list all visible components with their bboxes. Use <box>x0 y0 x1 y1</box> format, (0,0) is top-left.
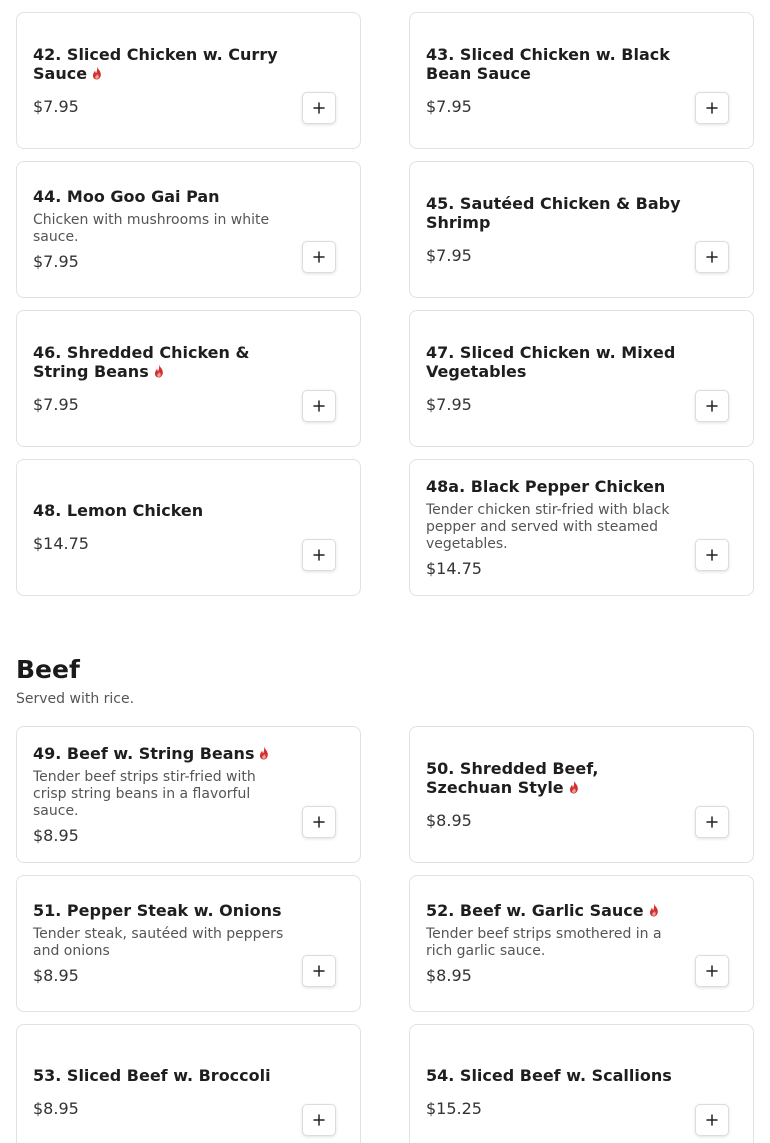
menu-item-price: $7.95 <box>33 96 79 116</box>
menu-item-content <box>426 13 683 148</box>
add-to-cart-button[interactable] <box>302 390 336 422</box>
menu-item-price: $7.95 <box>426 96 472 116</box>
add-to-cart-button[interactable] <box>695 539 729 571</box>
menu-item-title <box>33 1066 290 1085</box>
menu-item-title <box>33 187 290 206</box>
menu-item-content <box>426 876 683 1011</box>
menu-item-title <box>33 501 290 520</box>
menu-item-title <box>33 901 290 920</box>
plus-icon <box>313 102 325 114</box>
menu-item-description: Tender beef strips stir-fried with crisp string beans in a flavorful sauce. <box>33 768 256 819</box>
menu-item-title <box>426 45 683 83</box>
add-to-cart-button[interactable] <box>695 92 729 124</box>
flame-icon <box>153 363 165 377</box>
menu-item-title <box>426 901 683 920</box>
add-to-cart-button[interactable] <box>302 241 336 273</box>
flame-icon <box>648 902 660 916</box>
menu-item-name: 48a. Black Pepper Chicken <box>426 476 666 496</box>
menu-item-card[interactable] <box>16 1024 361 1143</box>
menu-item-price: $8.95 <box>33 966 79 985</box>
plus-icon <box>706 1114 718 1126</box>
add-to-cart-button[interactable] <box>695 390 729 422</box>
menu-item-content <box>33 1025 290 1143</box>
add-to-cart-button[interactable] <box>302 539 336 571</box>
menu-item-card[interactable] <box>16 12 361 149</box>
plus-icon <box>313 549 325 561</box>
menu-item-description: Tender chicken stir-fried with black pepper and served with steamed vegetables. <box>426 501 670 552</box>
plus-icon <box>313 965 325 977</box>
menu-item-content <box>426 311 683 446</box>
menu-item-content <box>426 1025 683 1143</box>
menu-item-card[interactable] <box>409 726 754 863</box>
menu-item-card[interactable] <box>409 310 754 447</box>
add-to-cart-button[interactable] <box>695 241 729 273</box>
menu-item-card[interactable] <box>16 875 361 1012</box>
add-to-cart-button[interactable] <box>302 1104 336 1136</box>
menu-item-title <box>426 759 683 797</box>
menu-item-description: Tender steak, sautéed with peppers and onions <box>33 926 284 959</box>
menu-item-content <box>33 876 290 1011</box>
menu-item-name: 49. Beef w. String Beans <box>33 743 255 763</box>
menu-item-name: 44. Moo Goo Gai Pan <box>33 187 220 206</box>
plus-icon <box>313 816 325 828</box>
add-to-cart-button[interactable] <box>695 955 729 987</box>
menu-item-title <box>33 45 290 83</box>
add-to-cart-button[interactable] <box>695 806 729 838</box>
menu-item-name: 52. Beef w. Garlic Sauce <box>426 901 644 920</box>
plus-icon <box>706 400 718 412</box>
plus-icon <box>313 1114 325 1126</box>
menu-item-content <box>33 311 290 446</box>
menu-item-name: 54. Sliced Beef w. Scallions <box>426 1066 672 1085</box>
add-to-cart-button[interactable] <box>302 92 336 124</box>
section-title-beef: Beef <box>16 655 80 684</box>
menu-item-card[interactable] <box>409 161 754 298</box>
menu-item-name: 48. Lemon Chicken <box>33 501 204 520</box>
menu-item-card[interactable] <box>409 459 754 596</box>
menu-item-name: 45. Sautéed Chicken & Baby Shrimp <box>426 193 681 232</box>
menu-item-content <box>33 162 290 297</box>
menu-item-name: 47. Sliced Chicken w. Mixed Vegetables <box>426 342 676 381</box>
plus-icon <box>313 400 325 412</box>
menu-item-card[interactable] <box>409 1024 754 1143</box>
menu-item-price: $15.25 <box>426 1099 482 1118</box>
menu-item-price: $8.95 <box>426 966 472 985</box>
flame-icon <box>568 779 580 793</box>
menu-item-price: $7.95 <box>33 252 79 271</box>
menu-item-card[interactable] <box>409 875 754 1012</box>
menu-item-price: $7.95 <box>33 394 79 414</box>
menu-item-content <box>426 460 683 595</box>
menu-item-card[interactable] <box>16 726 361 863</box>
section-subtitle-beef: Served with rice. <box>16 691 135 707</box>
flame-icon <box>258 745 270 759</box>
menu-item-content <box>426 727 683 862</box>
menu-item-card[interactable] <box>16 310 361 447</box>
menu-item-price: $14.75 <box>426 558 482 578</box>
plus-icon <box>706 816 718 828</box>
add-to-cart-button[interactable] <box>302 955 336 987</box>
menu-item-card[interactable] <box>409 12 754 149</box>
menu-item-card[interactable] <box>16 459 361 596</box>
menu-item-name: 53. Sliced Beef w. Broccoli <box>33 1066 271 1085</box>
plus-icon <box>706 251 718 263</box>
menu-item-price: $14.75 <box>33 534 89 553</box>
menu-item-title <box>33 343 290 381</box>
add-to-cart-button[interactable] <box>695 1104 729 1136</box>
menu-item-title <box>426 194 683 232</box>
menu-item-content <box>33 727 290 862</box>
menu-item-price: $8.95 <box>33 825 79 845</box>
menu-item-title <box>426 343 683 381</box>
menu-item-content <box>33 460 290 595</box>
menu-item-price: $8.95 <box>426 810 472 830</box>
menu-item-title <box>426 1066 683 1085</box>
plus-icon <box>706 549 718 561</box>
plus-icon <box>706 965 718 977</box>
menu-item-name: 51. Pepper Steak w. Onions <box>33 901 282 920</box>
plus-icon <box>706 102 718 114</box>
menu-item-price: $8.95 <box>33 1099 79 1118</box>
flame-icon <box>91 65 103 79</box>
menu-item-name: 42. Sliced Chicken w. Curry Sauce <box>33 44 278 83</box>
menu-item-description: Chicken with mushrooms in white sauce. <box>33 212 270 245</box>
plus-icon <box>313 251 325 263</box>
menu-item-price: $7.95 <box>426 394 472 414</box>
menu-item-card[interactable] <box>16 161 361 298</box>
add-to-cart-button[interactable] <box>302 806 336 838</box>
menu-item-name: 46. Shredded Chicken & String Beans <box>33 342 250 381</box>
menu-item-title <box>426 477 683 496</box>
menu-item-title <box>33 744 290 763</box>
menu-item-content <box>33 13 290 148</box>
menu-item-content <box>426 162 683 297</box>
menu-item-name: 43. Sliced Chicken w. Black Bean Sauce <box>426 44 670 83</box>
menu-item-name: 50. Shredded Beef, Szechuan Style <box>426 758 599 797</box>
menu-item-description: Tender beef strips smothered in a rich garlic sauce. <box>426 926 662 959</box>
menu-item-price: $7.95 <box>426 245 472 265</box>
